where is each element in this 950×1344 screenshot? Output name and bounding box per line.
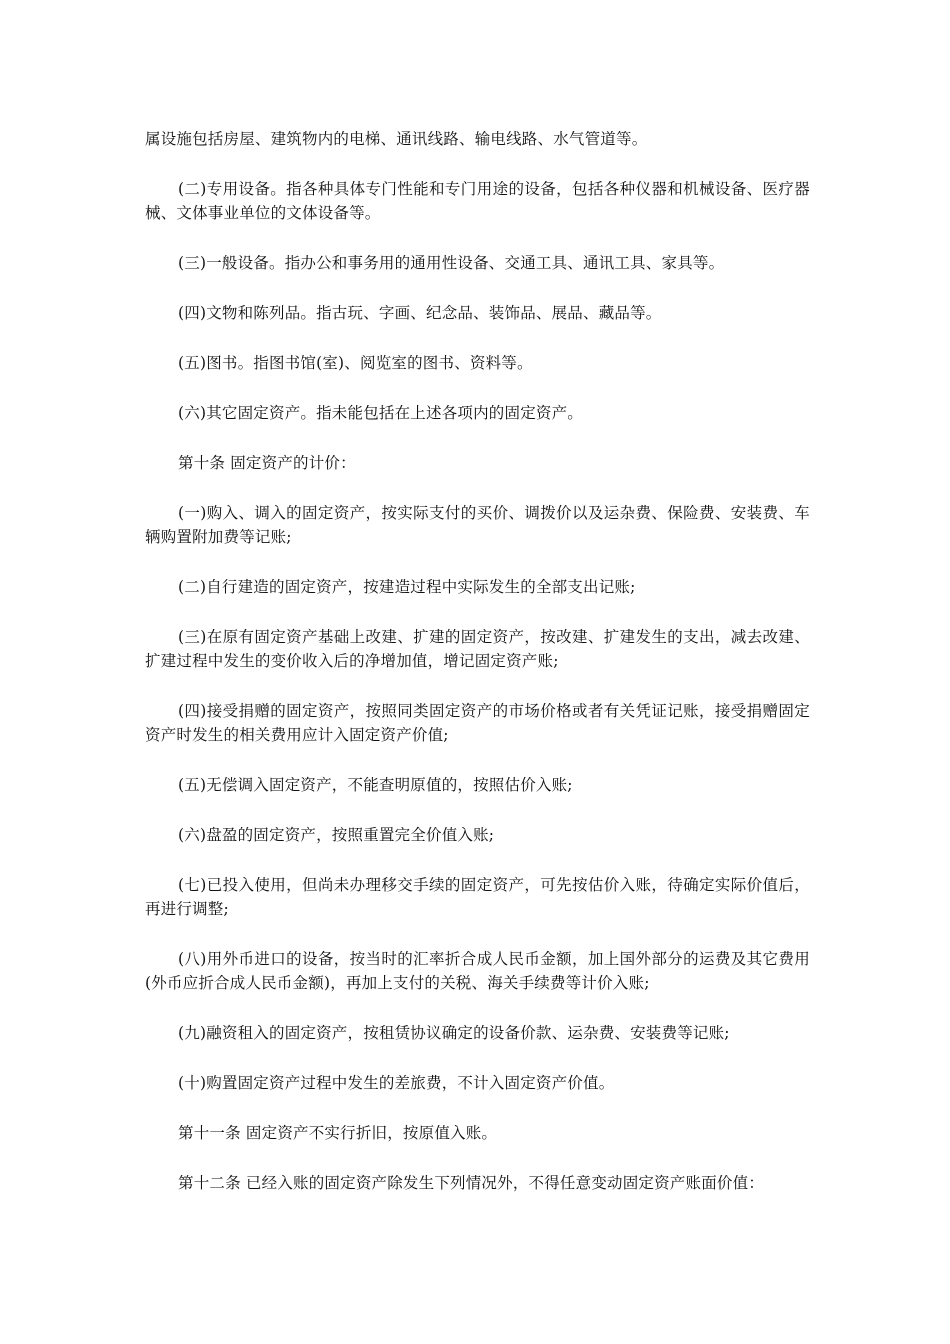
article-11: 第十一条 固定资产不实行折旧，按原值入账。 [178,1124,498,1142]
paragraph-general-equipment: (三)一般设备。指办公和事务用的通用性设备、交通工具、通讯工具、家具等。 [178,254,725,272]
article-10-item-8: (八)用外币进口的设备，按当时的汇率折合成人民币金额，加上国外部分的运费及其它费用(外币应折合成人民币金额)，再加上支付的关税、海关手续费等计价入账; [145,950,810,992]
article-10-heading: 第十条 固定资产的计价： [178,454,356,472]
article-10-item-4: (四)接受捐赠的固定资产，按照同类固定资产的市场价格或者有关凭证记账，接受捐赠固定资产时发生的相关费用应计入固定资产价值; [145,702,810,744]
article-10-item-9: (九)融资租入的固定资产，按租赁协议确定的设备价款、运杂费、安装费等记账; [178,1024,730,1042]
article-10-item-5: (五)无偿调入固定资产，不能查明原值的，按照估价入账; [178,776,573,794]
article-10-item-1: (一)购入、调入的固定资产，按实际支付的买价、调拨价以及运杂费、保险费、安装费、车辆购置附加费等记账; [145,504,810,546]
document-body [145,127,810,1221]
article-12: 第十二条 已经入账的固定资产除发生下列情况外，不得任意变动固定资产账面价值： [178,1174,765,1192]
paragraph-books: (五)图书。指图书馆(室)、阅览室的图书、资料等。 [178,354,533,372]
article-10-item-7: (七)已投入使用，但尚未办理移交手续的固定资产，可先按估价入账，待确定实际价值后，再进行调整; [145,876,810,918]
paragraph-other-assets: (六)其它固定资产。指未能包括在上述各项内的固定资产。 [178,404,583,422]
article-10-item-3: (三)在原有固定资产基础上改建、扩建的固定资产，按改建、扩建发生的支出，减去改建、扩建过程中发生的变价收入后的净增加值，增记固定资产账; [145,628,810,670]
article-10-item-10: (十)购置固定资产过程中发生的差旅费，不计入固定资产价值。 [178,1074,615,1092]
article-10-item-6: (六)盘盈的固定资产，按照重置完全价值入账; [178,826,495,844]
paragraph-special-equipment: (二)专用设备。指各种具体专门性能和专门用途的设备，包括各种仪器和机械设备、医疗器械、文体事业单位的文体设备等。 [145,180,810,222]
article-10-item-2: (二)自行建造的固定资产，按建造过程中实际发生的全部支出记账; [178,578,636,596]
paragraph-cultural-relics: (四)文物和陈列品。指古玩、字画、纪念品、装饰品、展品、藏品等。 [178,304,662,322]
paragraph-continuation: 属设施包括房屋、建筑物内的电梯、通讯线路、输电线路、水气管道等。 [145,130,648,148]
